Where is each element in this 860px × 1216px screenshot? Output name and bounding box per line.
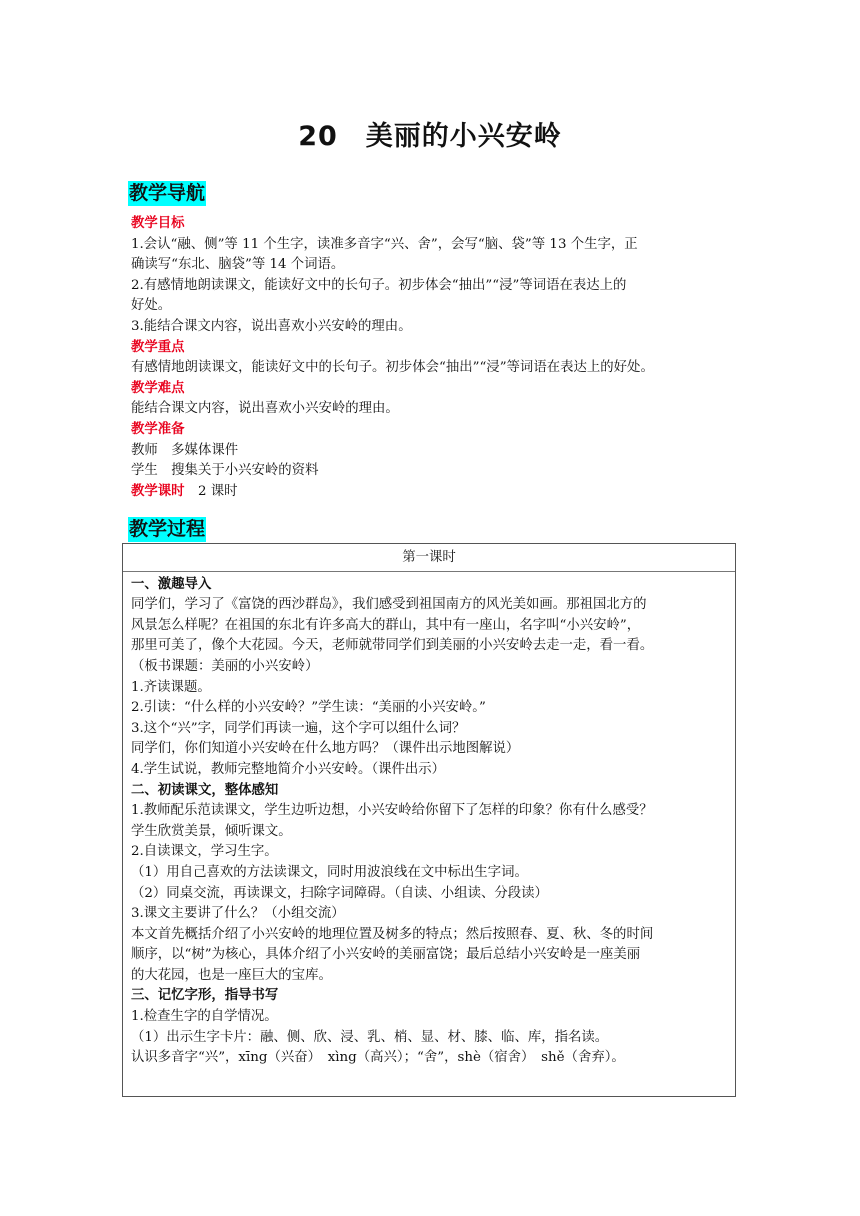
section-heading: 三、记忆字形，指导书写 <box>131 988 279 1004</box>
preparation-label: 教学准备 <box>131 421 185 437</box>
text-line: 顺序，以“树”为核心，具体介绍了小兴安岭的美丽富饶；最后总结小兴安岭是一座美丽 <box>131 947 641 963</box>
text-line: 1.教师配乐范读课文，学生边听边想，小兴安岭给你留下了怎样的印象？你有什么感受？ <box>131 803 653 819</box>
text-line: 3.课文主要讲了什么？（小组交流） <box>131 906 345 922</box>
key-points-label: 教学重点 <box>131 339 185 355</box>
class-hours-label: 教学课时 <box>131 483 185 499</box>
text-line: 2.引读：“什么样的小兴安岭？”学生读：“美丽的小兴安岭。” <box>131 700 486 716</box>
section-heading: 一、激趣导入 <box>131 576 212 592</box>
goal-line: 2.有感情地朗读课文，能读好文中的长句子。初步体会“抽出”“浸”等词语在表达上的 <box>131 277 627 293</box>
key-points-text: 有感情地朗读课文，能读好文中的长句子。初步体会“抽出”“浸”等词语在表达上的好处。 <box>131 360 654 376</box>
section-tag-teaching-navigation: 教学导航 <box>129 182 206 204</box>
text-line: 学生欣赏美景，倾听课文。 <box>131 823 292 839</box>
text-line: （1）用自己喜欢的方法读课文，同时用波浪线在文中标出生字词。 <box>131 864 528 880</box>
text-line: 2.自读课文，学习生字。 <box>131 844 278 860</box>
text-line: 同学们，学习了《富饶的西沙群岛》，我们感受到祖国南方的风光美如画。那祖国北方的 <box>131 597 647 613</box>
text-line: 3.这个“兴”字，同学们再读一遍，这个字可以组什么词？ <box>131 720 466 736</box>
divider <box>123 571 735 572</box>
section-tag-teaching-process: 教学过程 <box>129 518 206 540</box>
text-line: 那里可美了，像个大花园。今天，老师就带同学们到美丽的小兴安岭去走一走，看一看。 <box>131 638 654 654</box>
text-line: 风景怎么样呢？在祖国的东北有许多高大的群山，其中有一座山，名字叫“小兴安岭”， <box>131 617 641 633</box>
text-line: 1.齐读课题。 <box>131 679 211 695</box>
goals-label: 教学目标 <box>131 216 185 231</box>
lesson-title: 第一课时 <box>402 550 456 565</box>
text-line: （2）同桌交流，再读课文，扫除字词障碍。（自读、小组读、分段读） <box>131 885 548 901</box>
goal-line: 1.会认“融、侧”等 11 个生字，读准多音字“兴、舍”，会写“脑、袋”等 13 个生字，正 <box>131 236 638 252</box>
text-line: 认识多音字“兴”，xīng（兴奋） xìng（高兴）；“舍”，shè（宿舍） shě（舍弃）。 <box>131 1050 625 1066</box>
text-line: 本文首先概括介绍了小兴安岭的地理位置及树多的特点；然后按照春、夏、秋、冬的时间 <box>131 926 654 942</box>
text-line: 4.学生试说，教师完整地简介小兴安岭。（课件出示） <box>131 761 446 777</box>
text-line: 1.检查生字的自学情况。 <box>131 1009 278 1025</box>
text-line: 的大花园，也是一座巨大的宝库。 <box>131 967 332 983</box>
preparation-teacher: 教师 多媒体课件 <box>131 442 239 458</box>
class-hours-value: 2 课时 <box>184 483 238 499</box>
text-line: （板书课题：美丽的小兴安岭） <box>131 658 319 674</box>
difficulty-text: 能结合课文内容，说出喜欢小兴安岭的理由。 <box>131 401 399 417</box>
goal-line: 好处。 <box>131 298 172 314</box>
teaching-navigation <box>131 214 741 502</box>
class-hours-row <box>131 482 741 503</box>
goal-line: 确读写“东北、脑袋”等 14 个词语。 <box>131 257 345 273</box>
teaching-process-box <box>122 543 736 1097</box>
text-line: （1）出示生字卡片：融、侧、欣、浸、乳、梢、显、材、膝、临、库，指名读。 <box>131 1029 609 1045</box>
page-title: 20 美丽的小兴安岭 <box>298 121 562 152</box>
difficulty-label: 教学难点 <box>131 380 185 396</box>
section-heading: 二、初读课文，整体感知 <box>131 782 279 798</box>
text-line: 同学们，你们知道小兴安岭在什么地方吗？（课件出示地图解说） <box>131 741 520 757</box>
goal-line: 3.能结合课文内容，说出喜欢小兴安岭的理由。 <box>131 318 412 334</box>
preparation-student: 学生 搜集关于小兴安岭的资料 <box>131 463 319 479</box>
